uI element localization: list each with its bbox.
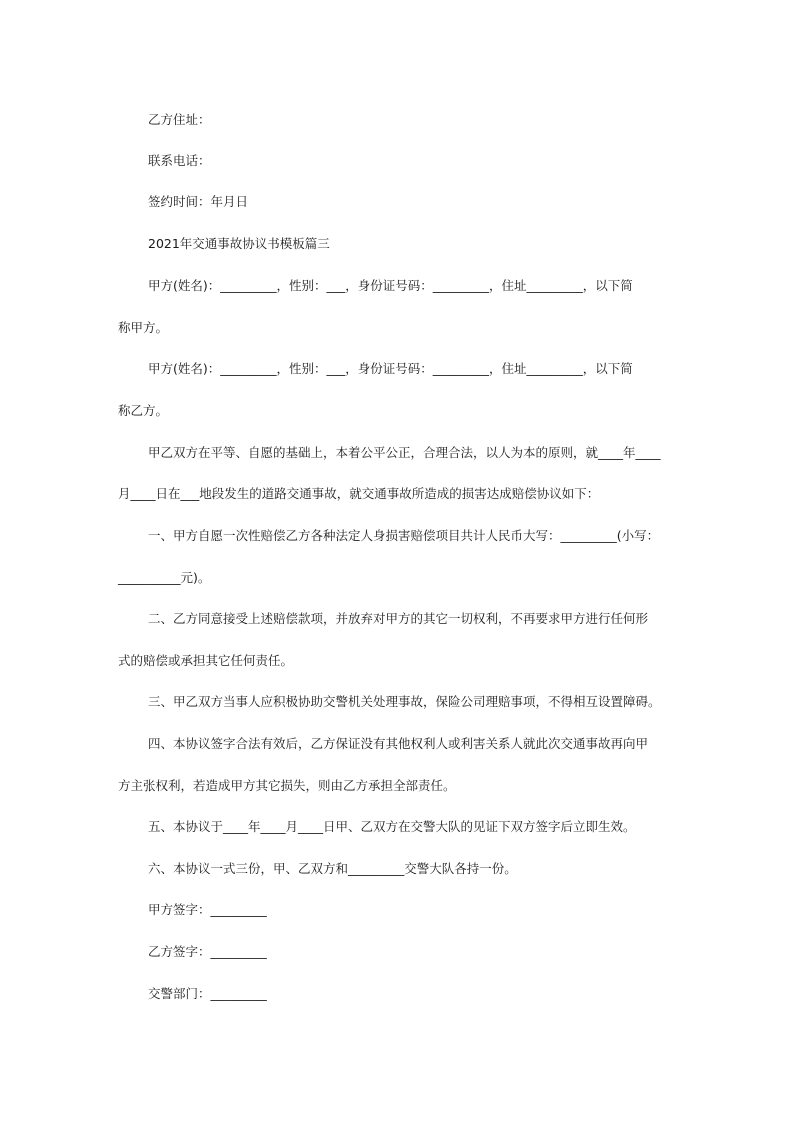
section-title: 2021年交通事故协议书模板篇三: [148, 236, 330, 251]
clause-4-line: 四、本协议签字合法有效后，乙方保证没有其他权利人或利害关系人就此次交通事故再向甲: [148, 736, 649, 751]
party-a-info-line: 甲方(姓名)：_________，性别：___，身份证号码：_________，住址_________，以下简: [148, 278, 633, 293]
party-b-address-line: 乙方住址：: [148, 112, 211, 127]
party-b-signature-line: 乙方签字：_________: [148, 944, 267, 959]
clause-4-continued: 方主张权利，若造成甲方其它损失，则由乙方承担全部责任。: [118, 778, 456, 793]
clause-2-continued: 式的赔偿或承担其它任何责任。: [118, 653, 294, 668]
party-b-info-continued: 称乙方。: [118, 403, 169, 418]
signing-date-line: 签约时间：年月日: [148, 194, 249, 209]
clause-1-line: 一、甲方自愿一次性赔偿乙方各种法定人身损害赔偿项目共计人民币大写：_________(小写：: [148, 528, 660, 543]
contact-phone-line: 联系电话：: [148, 153, 211, 168]
clause-6-line: 六、本协议一式三份，甲、乙双方和_________交警大队各持一份。: [148, 861, 517, 876]
party-b-info-line: 甲方(姓名)：_________，性别：___，身份证号码：_________，住址_________，以下简: [148, 361, 633, 376]
clause-5-line: 五、本协议于____年____月____日甲、乙双方在交警大队的见证下双方签字后立即生效。: [148, 819, 636, 834]
clause-3-line: 三、甲乙双方当事人应积极协助交警机关处理事故，保险公司理赔事项，不得相互设置障碍。: [148, 694, 661, 709]
traffic-police-signature-line: 交警部门：_________: [148, 986, 267, 1001]
clause-2-line: 二、乙方同意接受上述赔偿款项，并放弃对甲方的其它一切权利，不再要求甲方进行任何形: [148, 611, 649, 626]
party-a-info-continued: 称甲方。: [118, 320, 169, 335]
party-a-signature-line: 甲方签字：_________: [148, 902, 267, 917]
preamble-continued: 月____日在___地段发生的道路交通事故，就交通事故所造成的损害达成赔偿协议如下：: [118, 486, 600, 501]
preamble-line: 甲乙双方在平等、自愿的基础上，本着公平公正，合理合法，以人为本的原则，就____年____: [148, 445, 661, 460]
clause-1-continued: __________元)。: [118, 570, 211, 585]
